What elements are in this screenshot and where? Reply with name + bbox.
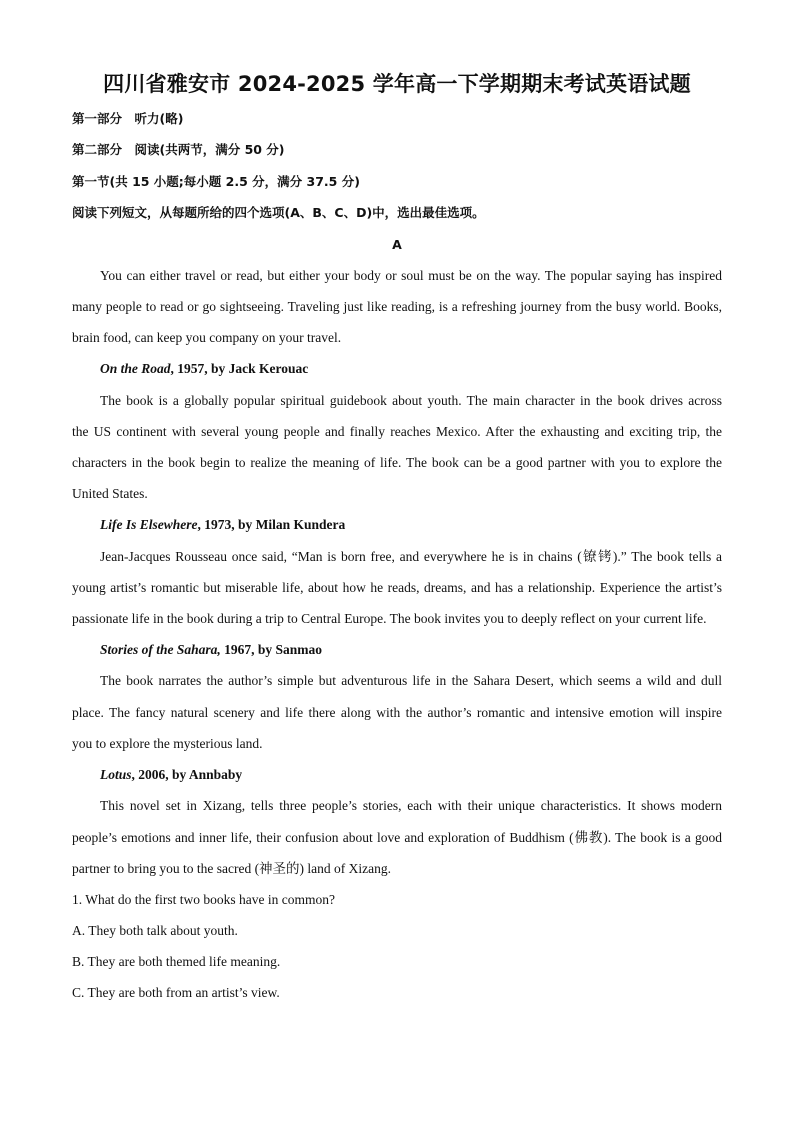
book-title: Stories of the Sahara, xyxy=(100,642,221,657)
book-meta: , 1973, by Milan Kundera xyxy=(197,517,346,532)
book-desc-line: characters in the book begin to realize the meaning of life. The book can be a good partner with you to explore the xyxy=(72,455,722,470)
intro-line: You can either travel or read, but either your body or soul must be on the way. The popular saying has inspired xyxy=(100,268,722,283)
book-desc-line: partner to bring you to the sacred (神圣的) land of Xizang. xyxy=(72,861,392,876)
book-heading xyxy=(100,766,722,784)
answer-option-c: C. They are both from an artist’s view. xyxy=(72,985,280,1000)
book-meta: , 1957, by Jack Kerouac xyxy=(170,361,309,376)
section1-heading: 第一节(共 15 小题;每小题 2.5 分，满分 37.5 分) xyxy=(72,174,360,189)
book-title: On the Road xyxy=(100,361,171,376)
book-desc-line: young artist’s romantic but miserable life, about how he reads, dreams, and has a relationship. Experience the artist’s xyxy=(72,580,722,595)
question-text: 1. What do the first two books have in common? xyxy=(72,892,335,907)
book-title: Life Is Elsewhere xyxy=(100,517,198,532)
book-heading xyxy=(100,641,722,659)
book-desc-line: United States. xyxy=(72,486,148,501)
intro-line: many people to read or go sightseeing. Traveling just like reading, is a refreshing journey from the busy world. Books, xyxy=(72,299,722,314)
book-desc-line: The book is a globally popular spiritual guidebook about youth. The main character in the book drives across xyxy=(100,393,722,408)
part2-heading: 第二部分 阅读(共两节，满分 50 分) xyxy=(72,142,285,157)
book-meta: , 2006, by Annbaby xyxy=(131,767,243,782)
book-desc-line: you to explore the mysterious land. xyxy=(72,736,263,751)
book-desc-line: the US continent with several young people and finally reaches Mexico. After the exhausting and exciting trip, the xyxy=(72,424,722,439)
answer-option-a: A. They both talk about youth. xyxy=(72,923,238,938)
book-desc-line: people’s emotions and inner life, their confusion about love and exploration of Buddhism (佛教). The book is a good xyxy=(72,830,722,845)
book-desc-line: passionate life in the book during a trip to Central Europe. The book invites you to deeply reflect on your current life. xyxy=(72,611,707,626)
exam-title: 四川省雅安市 2024-2025 学年高一下学期期末考试英语试题 xyxy=(103,72,691,96)
book-meta: 1967, by Sanmao xyxy=(220,642,323,657)
book-title: Lotus xyxy=(100,767,132,782)
book-desc-line: The book narrates the author’s simple but adventurous life in the Sahara Desert, which seems a wild and dull xyxy=(100,673,722,688)
passage-label: A xyxy=(392,237,402,252)
part1-heading: 第一部分 听力(略) xyxy=(72,111,184,126)
instructions: 阅读下列短文，从每题所给的四个选项(A、B、C、D)中，选出最佳选项。 xyxy=(72,205,485,220)
answer-option-b: B. They are both themed life meaning. xyxy=(72,954,281,969)
book-desc-line: place. The fancy natural scenery and life there along with the author’s romantic and intensive emotion will inspire xyxy=(72,705,722,720)
book-heading xyxy=(100,516,722,534)
book-heading xyxy=(100,360,722,378)
book-desc-line: This novel set in Xizang, tells three people’s stories, each with their unique characteristics. It shows modern xyxy=(100,798,722,813)
intro-line: brain food, can keep you company on your travel. xyxy=(72,330,342,345)
book-desc-line: Jean-Jacques Rousseau once said, “Man is born free, and everywhere he is in chains (镣铐).” The book tells a xyxy=(100,549,722,564)
